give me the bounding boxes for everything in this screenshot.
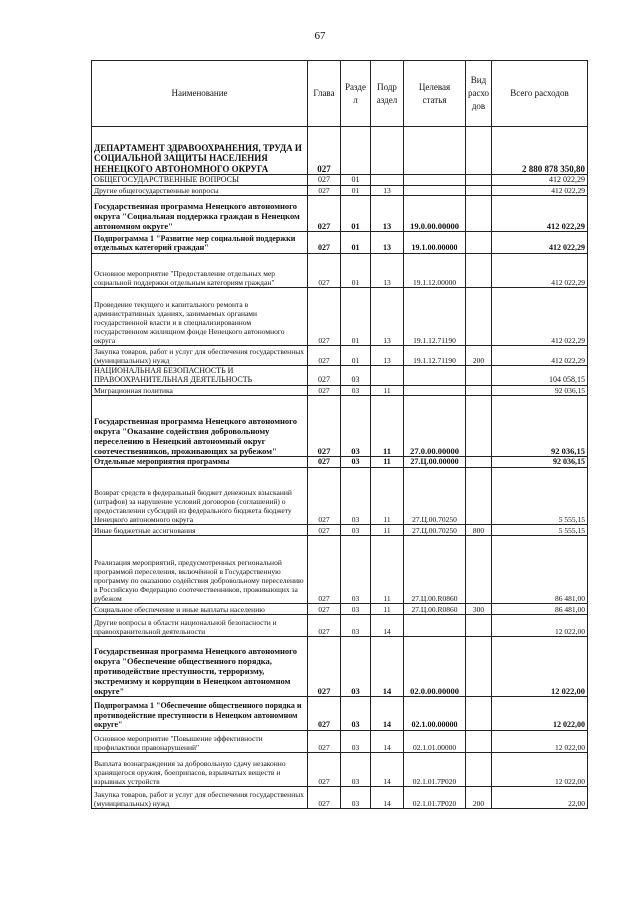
cell-target: 19.1.00.00000 [404, 231, 466, 253]
cell-amount: 12 022,00 [492, 730, 588, 752]
cell-podrazdel: 14 [371, 636, 404, 696]
cell-razdel: 03 [341, 395, 371, 456]
cell-podrazdel: 14 [371, 752, 404, 786]
cell-target: 02.1.01.7Р020 [404, 752, 466, 786]
header-glava: Глава [308, 61, 341, 127]
cell-podrazdel: 14 [371, 614, 404, 636]
cell-amount: 12 022,00 [492, 752, 588, 786]
cell-name: Основное мероприятие "Повышение эффективности профилактики правонарушений" [92, 730, 308, 752]
cell-razdel: 03 [341, 730, 371, 752]
cell-razdel: 03 [341, 614, 371, 636]
table-row [92, 395, 588, 456]
table-row [92, 345, 588, 365]
table-row [92, 287, 588, 345]
header-row [92, 61, 588, 127]
table-body [92, 127, 588, 809]
cell-target [404, 614, 466, 636]
table-row [92, 253, 588, 287]
table-row [92, 752, 588, 786]
cell-vid [466, 365, 492, 385]
cell-target: 19.1.12.00000 [404, 253, 466, 287]
cell-glava: 027 [308, 175, 341, 186]
cell-vid [466, 175, 492, 186]
cell-razdel: 03 [341, 535, 371, 603]
cell-razdel: 01 [341, 345, 371, 365]
cell-podrazdel: 13 [371, 185, 404, 195]
cell-amount: 92 036,15 [492, 385, 588, 395]
cell-podrazdel: 13 [371, 231, 404, 253]
cell-amount: 92 036,15 [492, 456, 588, 467]
table-row [92, 524, 588, 535]
table-row [92, 231, 588, 253]
table-row [92, 786, 588, 808]
cell-vid [466, 253, 492, 287]
cell-vid: 200 [466, 345, 492, 365]
cell-target: 27.0.00.00000 [404, 395, 466, 456]
cell-name: Другие общегосударственные вопросы [92, 185, 308, 195]
cell-target: 19.0.00.00000 [404, 195, 466, 231]
cell-podrazdel [371, 127, 404, 175]
cell-razdel: 01 [341, 185, 371, 195]
cell-amount: 2 880 878 350,80 [492, 127, 588, 175]
cell-razdel [341, 127, 371, 175]
cell-name: Выплата вознаграждения за добровольную сдачу незаконно хранящегося оружия, боеприпасов, взрывчатых веществ и взрывных устройств [92, 752, 308, 786]
header-vid: Вид расхо дов [466, 61, 492, 127]
header-razdel: Разде л [341, 61, 371, 127]
cell-glava: 027 [308, 185, 341, 195]
cell-podrazdel: 13 [371, 345, 404, 365]
cell-glava: 027 [308, 467, 341, 524]
cell-glava: 027 [308, 456, 341, 467]
cell-amount: 412 022,29 [492, 287, 588, 345]
cell-glava: 027 [308, 253, 341, 287]
header-name: Наименование [92, 61, 308, 127]
cell-razdel: 03 [341, 467, 371, 524]
cell-vid [466, 385, 492, 395]
cell-glava: 027 [308, 636, 341, 696]
cell-glava: 027 [308, 287, 341, 345]
cell-amount: 412 022,29 [492, 185, 588, 195]
cell-razdel: 01 [341, 195, 371, 231]
cell-vid [466, 195, 492, 231]
header-total: Всего расходов [492, 61, 588, 127]
cell-glava: 027 [308, 603, 341, 614]
cell-name: Проведение текущего и капитального ремонта в административных зданиях, занимаемых органами государственной власти и в специализированном государственном жилищном фонде Ненецкого автономного округа [92, 287, 308, 345]
cell-razdel: 01 [341, 231, 371, 253]
cell-target: 27.Ц.00.70250 [404, 467, 466, 524]
cell-podrazdel: 11 [371, 456, 404, 467]
cell-target [404, 185, 466, 195]
cell-podrazdel: 11 [371, 395, 404, 456]
cell-target: 02.1.01.7Р020 [404, 786, 466, 808]
cell-vid [466, 467, 492, 524]
cell-name: Отдельные мероприятия программы [92, 456, 308, 467]
cell-razdel: 03 [341, 365, 371, 385]
cell-glava: 027 [308, 730, 341, 752]
cell-target: 27.Ц.00.70250 [404, 524, 466, 535]
cell-razdel: 01 [341, 253, 371, 287]
cell-name: Подпрограмма 1 "Обеспечение общественного порядка и противодействие преступности в Ненецком автономном округе" [92, 696, 308, 730]
cell-amount: 412 022,29 [492, 253, 588, 287]
cell-podrazdel: 11 [371, 603, 404, 614]
cell-glava: 027 [308, 786, 341, 808]
cell-vid: 200 [466, 786, 492, 808]
cell-amount: 412 022,29 [492, 195, 588, 231]
cell-name: Закупка товаров, работ и услуг для обеспечения государственных (муниципальных) нужд [92, 786, 308, 808]
cell-target: 19.1.12.71190 [404, 345, 466, 365]
cell-name: Государственная программа Ненецкого автономного округа "Оказание содействия добровольному переселению в Ненецкий автономный округ соотечественников, проживающих за рубежом" [92, 395, 308, 456]
table-row [92, 696, 588, 730]
header-target: Целевая статья [404, 61, 466, 127]
cell-glava: 027 [308, 696, 341, 730]
cell-razdel: 01 [341, 175, 371, 186]
cell-podrazdel: 11 [371, 535, 404, 603]
cell-vid [466, 185, 492, 195]
cell-podrazdel: 13 [371, 287, 404, 345]
cell-podrazdel: 11 [371, 524, 404, 535]
cell-vid [466, 127, 492, 175]
cell-name: ДЕПАРТАМЕНТ ЗДРАВООХРАНЕНИЯ, ТРУДА И СОЦИАЛЬНОЙ ЗАЩИТЫ НАСЕЛЕНИЯ НЕНЕЦКОГО АВТОНОМНОГО ОКРУГА [92, 127, 308, 175]
cell-podrazdel: 13 [371, 253, 404, 287]
table-row [92, 195, 588, 231]
cell-amount: 5 555,15 [492, 524, 588, 535]
cell-amount: 412 022,29 [492, 345, 588, 365]
cell-vid: 300 [466, 603, 492, 614]
cell-name: Основное мероприятие "Предоставление отдельных мер социальной поддержки отдельным категориям граждан" [92, 253, 308, 287]
cell-target [404, 175, 466, 186]
cell-vid [466, 696, 492, 730]
cell-glava: 027 [308, 127, 341, 175]
cell-name: Возврат средств в федеральный бюджет денежных взысканий (штрафов) за нарушение условий договоров (соглашений) о предоставлении субсидий из федерального бюджета бюджету Ненецкого автономного округа [92, 467, 308, 524]
table-row [92, 730, 588, 752]
cell-amount: 12 022,00 [492, 636, 588, 696]
cell-glava: 027 [308, 524, 341, 535]
cell-name: НАЦИОНАЛЬНАЯ БЕЗОПАСНОСТЬ И ПРАВООХРАНИТЕЛЬНАЯ ДЕЯТЕЛЬНОСТЬ [92, 365, 308, 385]
cell-target: 02.0.00.00000 [404, 636, 466, 696]
cell-target [404, 127, 466, 175]
cell-razdel: 03 [341, 786, 371, 808]
cell-amount: 92 036,15 [492, 395, 588, 456]
cell-vid [466, 456, 492, 467]
cell-target [404, 385, 466, 395]
cell-glava: 027 [308, 385, 341, 395]
table-row [92, 185, 588, 195]
cell-vid [466, 231, 492, 253]
cell-name: Миграционная политика [92, 385, 308, 395]
cell-name: Подпрограмма 1 "Развитие мер социальной поддержки отдельных категорий граждан" [92, 231, 308, 253]
cell-target: 19.1.12.71190 [404, 287, 466, 345]
cell-amount: 412 022,29 [492, 175, 588, 186]
table-row [92, 385, 588, 395]
cell-amount: 104 058,15 [492, 365, 588, 385]
cell-razdel: 03 [341, 385, 371, 395]
cell-podrazdel: 14 [371, 786, 404, 808]
table-row [92, 456, 588, 467]
cell-glava: 027 [308, 195, 341, 231]
table-row [92, 614, 588, 636]
cell-name: Реализация мероприятий, предусмотренных региональной программой переселения, включённой в Государственную программу по оказанию содействия добровольному переселению в Российскую Федерацию соотечественников, проживающих за рубежом [92, 535, 308, 603]
cell-amount: 412 022,29 [492, 231, 588, 253]
cell-podrazdel: 14 [371, 696, 404, 730]
cell-podrazdel [371, 175, 404, 186]
table-row [92, 636, 588, 696]
cell-glava: 027 [308, 614, 341, 636]
cell-vid [466, 535, 492, 603]
cell-name: Социальное обеспечение и иные выплаты населению [92, 603, 308, 614]
page-number: 67 [314, 30, 326, 42]
cell-razdel: 03 [341, 752, 371, 786]
cell-target: 02.1.00.00000 [404, 696, 466, 730]
cell-glava: 027 [308, 752, 341, 786]
cell-amount: 12 022,00 [492, 696, 588, 730]
cell-vid [466, 730, 492, 752]
cell-amount: 86 481,00 [492, 535, 588, 603]
cell-name: Другие вопросы в области национальной безопасности и правоохранительной деятельности [92, 614, 308, 636]
cell-vid [466, 287, 492, 345]
cell-podrazdel: 11 [371, 385, 404, 395]
cell-name: Закупка товаров, работ и услуг для обеспечения государственных (муниципальных) нужд [92, 345, 308, 365]
cell-name: Иные бюджетные ассигнования [92, 524, 308, 535]
cell-vid [466, 752, 492, 786]
cell-amount: 5 555,15 [492, 467, 588, 524]
cell-target: 27.Ц.00.R0860 [404, 603, 466, 614]
cell-razdel: 03 [341, 456, 371, 467]
cell-razdel: 03 [341, 696, 371, 730]
cell-target: 27.Ц.00.00000 [404, 456, 466, 467]
cell-name: Государственная программа Ненецкого автономного округа "Социальная поддержка граждан в Ненецком автономном округе" [92, 195, 308, 231]
table-row [92, 467, 588, 524]
header-podrazdel: Подр аздел [371, 61, 404, 127]
cell-amount: 12 022,00 [492, 614, 588, 636]
cell-name: ОБЩЕГОСУДАРСТВЕННЫЕ ВОПРОСЫ [92, 175, 308, 186]
table-row [92, 175, 588, 186]
cell-podrazdel: 14 [371, 730, 404, 752]
cell-glava: 027 [308, 365, 341, 385]
cell-vid: 800 [466, 524, 492, 535]
cell-glava: 027 [308, 395, 341, 456]
cell-name: Государственная программа Ненецкого автономного округа "Обеспечение общественного порядка, противодействие преступности, терроризму, экстремизму и коррупции в Ненецком автономном округе" [92, 636, 308, 696]
cell-glava: 027 [308, 231, 341, 253]
cell-razdel: 03 [341, 524, 371, 535]
budget-table [91, 60, 588, 809]
cell-target: 02.1.01.00000 [404, 730, 466, 752]
cell-glava: 027 [308, 535, 341, 603]
table-row [92, 535, 588, 603]
table-row [92, 603, 588, 614]
table-row [92, 127, 588, 175]
cell-amount: 22,00 [492, 786, 588, 808]
cell-glava: 027 [308, 345, 341, 365]
cell-amount: 86 481,00 [492, 603, 588, 614]
cell-razdel: 03 [341, 636, 371, 696]
table-row [92, 365, 588, 385]
cell-vid [466, 614, 492, 636]
cell-podrazdel: 13 [371, 195, 404, 231]
cell-vid [466, 636, 492, 696]
cell-target [404, 365, 466, 385]
cell-razdel: 01 [341, 287, 371, 345]
cell-target: 27.Ц.00.R0860 [404, 535, 466, 603]
cell-podrazdel [371, 365, 404, 385]
cell-vid [466, 395, 492, 456]
cell-podrazdel: 11 [371, 467, 404, 524]
cell-razdel: 03 [341, 603, 371, 614]
